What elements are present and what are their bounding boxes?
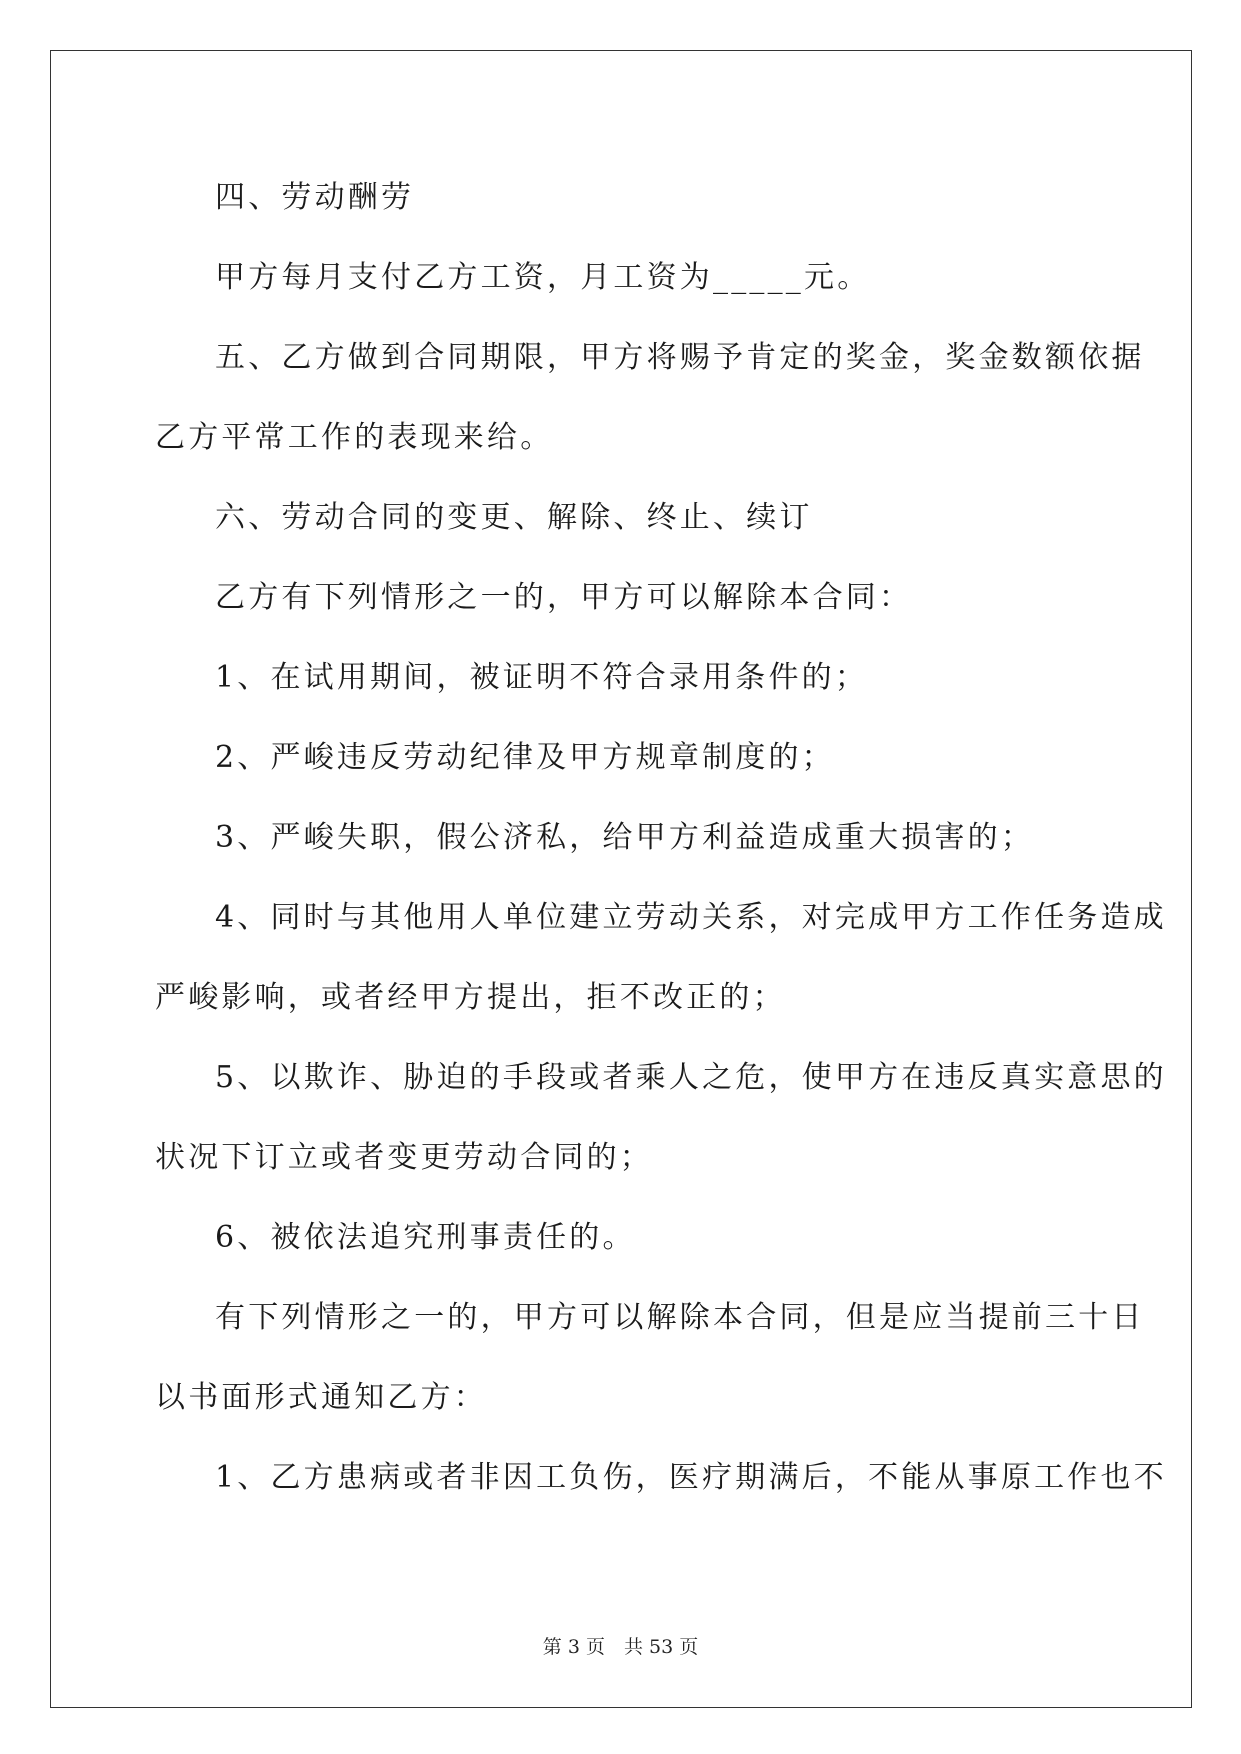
paragraph-line: 1、乙方患病或者非因工负伤，医疗期满后，不能从事原工作也不 bbox=[215, 1460, 1167, 1495]
paragraph-line: 6、被依法追究刑事责任的。 bbox=[215, 1220, 636, 1255]
paragraph-line: 乙方平常工作的表现来给。 bbox=[155, 420, 554, 455]
paragraph-line: 严峻影响，或者经甲方提出，拒不改正的； bbox=[155, 980, 786, 1015]
paragraph-line: 甲方每月支付乙方工资，月工资为_____元。 bbox=[215, 260, 871, 295]
paragraph-line: 以书面形式通知乙方： bbox=[155, 1380, 487, 1415]
paragraph-line: 4、同时与其他用人单位建立劳动关系，对完成甲方工作任务造成 bbox=[215, 900, 1167, 935]
paragraph-line: 六、劳动合同的变更、解除、终止、续订 bbox=[215, 500, 813, 535]
paragraph-line: 3、严峻失职，假公济私，给甲方利益造成重大损害的； bbox=[215, 820, 1035, 855]
paragraph-line: 五、乙方做到合同期限，甲方将赐予肯定的奖金，奖金数额依据 bbox=[215, 340, 1145, 375]
paragraph-line: 2、严峻违反劳动纪律及甲方规章制度的； bbox=[215, 740, 835, 775]
paragraph-line: 四、劳动酬劳 bbox=[215, 180, 415, 215]
page-footer: 第 3 页 共 53 页 bbox=[542, 1636, 699, 1658]
paragraph-line: 1、在试用期间，被证明不符合录用条件的； bbox=[215, 660, 869, 695]
paragraph-line: 乙方有下列情形之一的，甲方可以解除本合同： bbox=[215, 580, 913, 615]
document-body bbox=[155, 158, 1167, 1518]
paragraph-line: 5、以欺诈、胁迫的手段或者乘人之危，使甲方在违反真实意思的 bbox=[215, 1060, 1167, 1095]
paragraph-line: 有下列情形之一的，甲方可以解除本合同，但是应当提前三十日 bbox=[215, 1300, 1145, 1335]
paragraph-line: 状况下订立或者变更劳动合同的； bbox=[155, 1140, 653, 1175]
